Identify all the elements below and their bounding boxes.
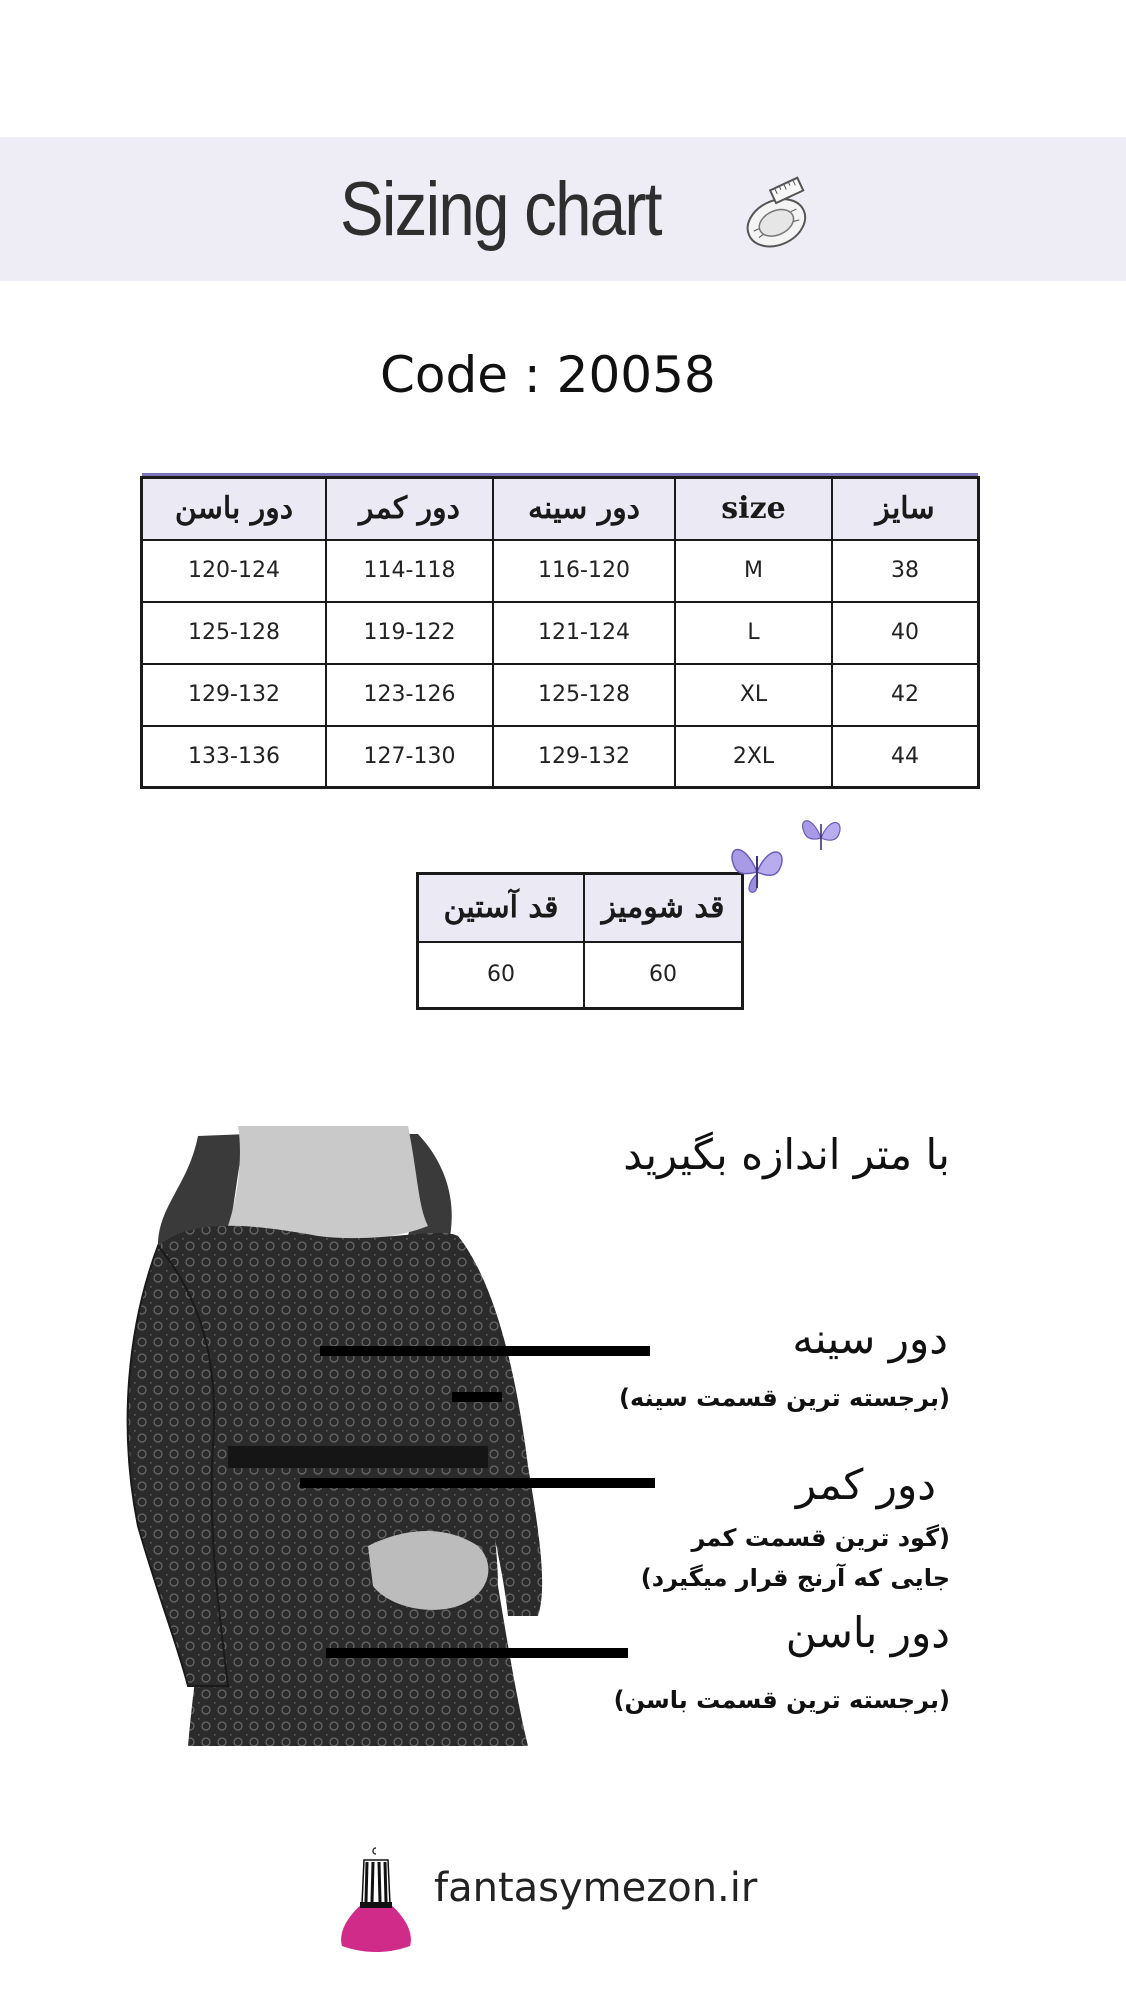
header-hip: دور باسن: [142, 478, 327, 540]
site-url: fantasymezon.ir: [434, 1865, 758, 1911]
header-sleeve-length: قد آستین: [418, 874, 585, 942]
hip-measure-line: [326, 1648, 628, 1658]
cell-chest: 125-128: [493, 664, 675, 726]
butterfly-icon: [724, 836, 790, 902]
cell-waist: 119-122: [326, 602, 493, 664]
header-waist: دور کمر: [326, 478, 493, 540]
product-code: Code : 20058: [380, 346, 716, 404]
page-title: Sizing chart: [340, 167, 661, 252]
header-chest: دور سینه: [493, 478, 675, 540]
header-blouse-length: قد شومیز: [584, 874, 743, 942]
cell-size-fa: 40: [832, 602, 979, 664]
cell-hip: 120-124: [142, 540, 327, 602]
cell-waist: 123-126: [326, 664, 493, 726]
chest-measure-line: [320, 1346, 650, 1356]
waist-note-2: جایی که آرنج قرار میگیرد): [640, 1564, 950, 1592]
cell-hip: 129-132: [142, 664, 327, 726]
cell-size-en: L: [675, 602, 832, 664]
cell-size-fa: 42: [832, 664, 979, 726]
cell-hip: 133-136: [142, 726, 327, 788]
waist-label: دور کمر: [795, 1460, 936, 1509]
dress-logo-icon: [338, 1846, 414, 1958]
cell-blouse-length: 60: [584, 942, 743, 1009]
cell-chest: 129-132: [493, 726, 675, 788]
table-header-row: [418, 874, 743, 942]
cell-waist: 127-130: [326, 726, 493, 788]
butterfly-icon: [796, 810, 846, 860]
instruction-title: با متر اندازه بگیرید: [623, 1130, 950, 1179]
hip-note: (برجسته ترین قسمت باسن): [613, 1686, 950, 1714]
header-size-en: size: [675, 478, 832, 540]
table-row: [142, 726, 979, 788]
length-table: [416, 872, 744, 1010]
cell-hip: 125-128: [142, 602, 327, 664]
cell-chest: 121-124: [493, 602, 675, 664]
cell-chest: 116-120: [493, 540, 675, 602]
waist-note-1: (گود ترین قسمت کمر: [691, 1524, 950, 1552]
cell-size-en: XL: [675, 664, 832, 726]
table-row: [142, 602, 979, 664]
table-row: [142, 540, 979, 602]
table-row: [142, 664, 979, 726]
cell-sleeve-length: 60: [418, 942, 585, 1009]
chest-measure-mark: [452, 1392, 502, 1402]
waist-measure-line: [300, 1478, 655, 1488]
cell-size-en: 2XL: [675, 726, 832, 788]
cell-waist: 114-118: [326, 540, 493, 602]
cell-size-fa: 44: [832, 726, 979, 788]
size-table: [140, 476, 980, 789]
cell-size-en: M: [675, 540, 832, 602]
chest-label: دور سینه: [792, 1314, 948, 1363]
table-row: [418, 942, 743, 1009]
measuring-tape-icon: [732, 172, 822, 262]
table-header-row: [142, 478, 979, 540]
hip-label: دور باسن: [785, 1608, 950, 1657]
chest-note: (برجسته ترین قسمت سینه): [619, 1384, 950, 1412]
header-size-fa: سایز: [832, 478, 979, 540]
cell-size-fa: 38: [832, 540, 979, 602]
